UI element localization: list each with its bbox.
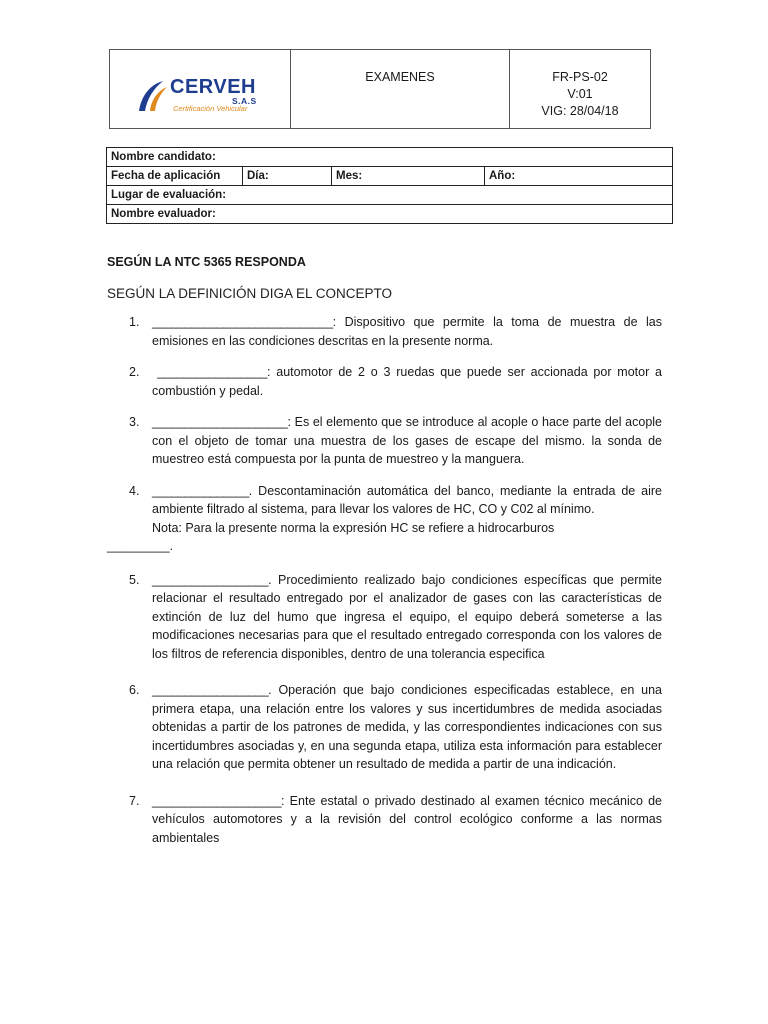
logo-cell [110, 50, 291, 129]
question-number: 7. [129, 793, 140, 808]
answer-blank[interactable]: _______________ [152, 483, 249, 498]
question-number: 6. [129, 683, 140, 697]
logo-subtitle: Certificación Vehicular [173, 104, 248, 113]
evaluation-place-field[interactable]: Lugar de evaluación: [107, 186, 673, 205]
document-header [109, 49, 651, 129]
question-6 [107, 681, 662, 774]
question-text: . Descontaminación automática del banco, mediante la entrada de aire ambiente filtrado al sistema, para llevar los valores de HC, CO y C02 al mínimo. [152, 483, 662, 516]
section-subheading: SEGÚN LA DEFINICIÓN DIGA EL CONCEPTO [107, 285, 393, 301]
document-version: V:01 [567, 87, 593, 101]
question-5 [107, 571, 662, 664]
question-2 [107, 363, 662, 400]
question-number: 5. [129, 572, 140, 587]
question-number: 2. [129, 365, 140, 379]
document-title: EXAMENES [291, 50, 510, 129]
answer-blank[interactable]: __________________ [152, 683, 269, 697]
answer-blank[interactable]: _________________ [152, 365, 267, 379]
day-field[interactable]: Día: [243, 167, 332, 186]
question-3 [107, 413, 662, 469]
question-text: . Operación que bajo condiciones especificadas establece, en una primera etapa, una relación entre los valores y sus incertidumbres de medida asociadas obtenidas a partir de los patrones de medida, y las correspondientes indicaciones con sus incertidumbres asociadas y, en una segunda etapa, utiliza esta información para establecer una relación que permita obtener un resultado de medida a partir de una indicación. [152, 683, 662, 771]
answer-blank[interactable]: ____________________________ [152, 315, 333, 329]
question-1 [107, 313, 662, 350]
question-text: . Procedimiento realizado bajo condiciones específicas que permite relacionar el resultado entregado por el analizador de gases con las características de extinción de luz del humo que ingresa el equipo, el equipo deberá someterse a las modificaciones necesarias para que el resultado entregado corresponda con los valores de los filtros de referencia disponibles, dentro de una tolerancia especifica [152, 572, 662, 661]
logo-name: CERVEH [170, 76, 256, 98]
question-text: : Es el elemento que se introduce al acople o hace parte del acople con el objeto de tomar una muestra de los gases de escape del mismo. la sonda de muestreo está compuesta por la punta de muestreo y la manguera. [152, 415, 662, 466]
document-validity: VIG: 28/04/18 [541, 104, 619, 118]
question-text: : Ente estatal o privado destinado al examen técnico mecánico de vehículos automotores y a la revisión del control ecológico conforme a las normas ambientales [152, 793, 662, 845]
question-7 [107, 792, 662, 848]
document-code-cell [510, 50, 651, 129]
section-heading: SEGÚN LA NTC 5365 RESPONDA [107, 255, 306, 269]
month-field[interactable]: Mes: [332, 167, 485, 186]
year-field[interactable]: Año: [485, 167, 673, 186]
exam-content [107, 253, 662, 847]
swoosh-icon [137, 79, 171, 113]
question-4 [107, 482, 662, 519]
logo-sas: S.A.S [232, 96, 257, 106]
question-number: 3. [129, 415, 140, 429]
answer-blank[interactable]: ____________________ [152, 793, 282, 808]
question-number: 1. [129, 315, 140, 329]
question-text: : Dispositivo que permite la toma de muestra de las emisiones en las condiciones descritas en la presente norma. [152, 315, 662, 348]
question-number: 4. [129, 483, 140, 498]
answer-blank[interactable]: __________________ [152, 572, 269, 587]
candidate-form [106, 147, 673, 224]
answer-blank[interactable]: _____________________ [152, 415, 288, 429]
evaluator-name-field[interactable]: Nombre evaluador: [107, 205, 673, 224]
document-code: FR-PS-02 [552, 70, 608, 84]
application-date-label: Fecha de aplicación [107, 167, 243, 186]
company-logo [137, 78, 277, 114]
note-blank[interactable]: _________. [107, 539, 174, 553]
candidate-name-field[interactable]: Nombre candidato: [107, 148, 673, 167]
question-text: : automotor de 2 o 3 ruedas que puede ser accionada por motor a combustión y pedal. [152, 365, 662, 398]
note-text: Nota: Para la presente norma la expresión HC se refiere a hidrocarburos [152, 520, 555, 535]
